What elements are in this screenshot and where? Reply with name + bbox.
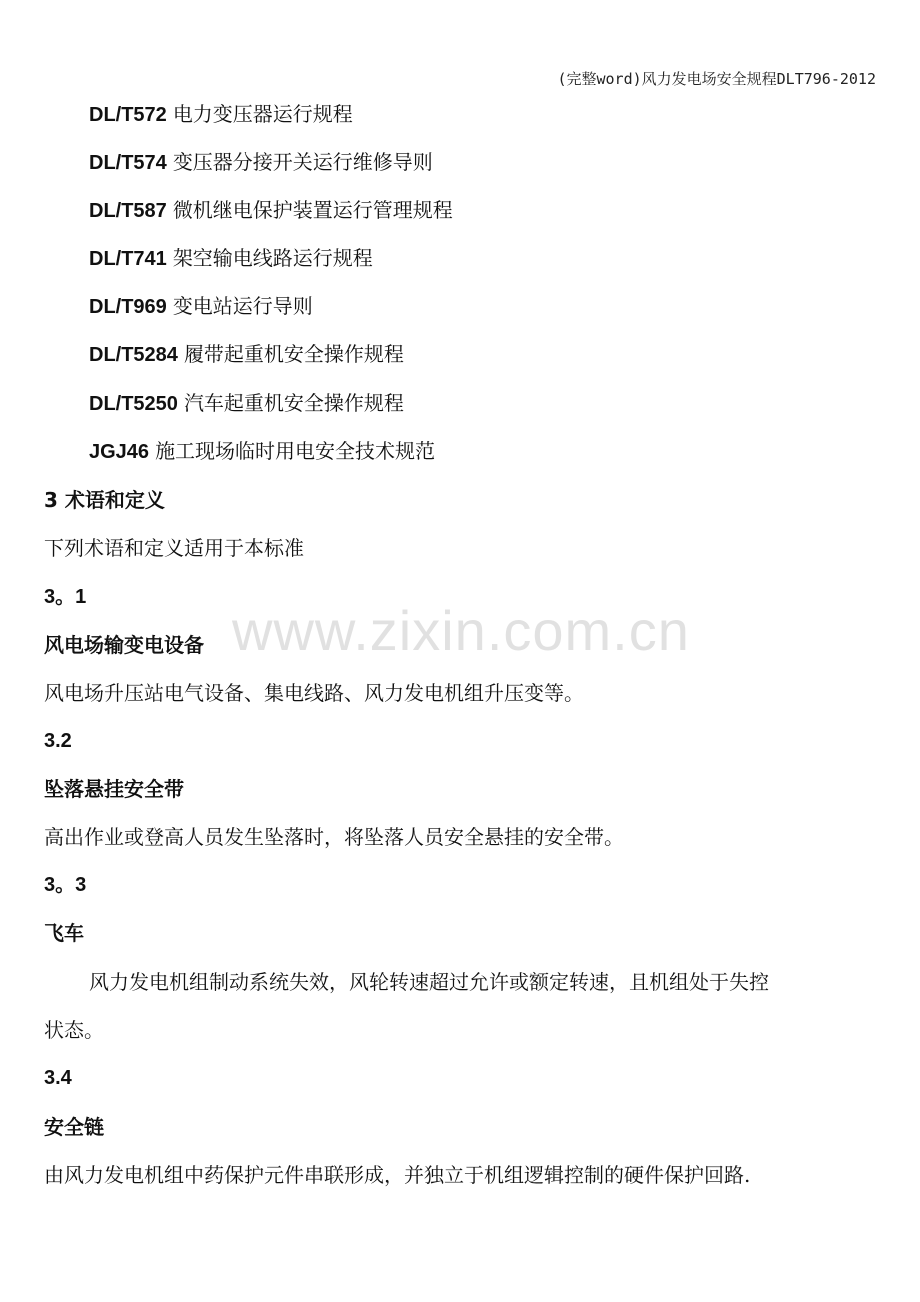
standard-code: DL/T574: [89, 152, 167, 174]
standard-title: 微机继电保护装置运行管理规程: [172, 198, 453, 222]
standard-code: JGJ46: [89, 441, 150, 463]
term-name: 风电场输变电设备: [44, 633, 204, 657]
standard-code: DL/T5250: [89, 393, 178, 415]
standard-title: 变压器分接开关运行维修导则: [172, 150, 433, 174]
term-name: 安全链: [44, 1115, 104, 1139]
term-number: 3.4: [44, 1067, 72, 1089]
section-intro: 下列术语和定义适用于本标准: [44, 536, 304, 560]
term-definition: 由风力发电机组中药保护元件串联形成，并独立于机组逻辑控制的硬件保护回路.: [44, 1163, 751, 1187]
standard-title: 履带起重机安全操作规程: [183, 342, 404, 366]
section-heading: 3 术语和定义: [44, 488, 165, 512]
term-number: 3。3: [44, 874, 87, 896]
standard-item: [89, 246, 373, 271]
standard-item: [89, 439, 435, 464]
watermark: www.zixin.com.cn: [232, 599, 690, 662]
standard-title: 架空输电线路运行规程: [172, 246, 373, 270]
standard-item: [89, 102, 353, 127]
standard-item: [89, 342, 404, 367]
term-definition: 风电场升压站电气设备、集电线路、风力发电机组升压变等。: [44, 681, 584, 705]
standard-title: 变电站运行导则: [172, 294, 313, 318]
term-number: 3。1: [44, 586, 87, 608]
standard-code: DL/T5284: [89, 344, 178, 366]
standard-title: 汽车起重机安全操作规程: [183, 391, 404, 415]
standard-code: DL/T572: [89, 104, 167, 126]
term-name: 坠落悬挂安全带: [44, 777, 184, 801]
term-definition-continued: 状态。: [44, 1018, 104, 1042]
standard-item: [89, 150, 433, 175]
standard-code: DL/T969: [89, 296, 167, 318]
term-number: 3.2: [44, 730, 72, 752]
term-definition: 风力发电机组制动系统失效，风轮转速超过允许或额定转速，且机组处于失控: [89, 970, 769, 994]
standard-code: DL/T741: [89, 248, 167, 270]
standard-title: 电力变压器运行规程: [172, 102, 353, 126]
term-name: 飞车: [44, 921, 84, 945]
standard-item: [89, 294, 313, 319]
term-definition: 高出作业或登高人员发生坠落时，将坠落人员安全悬挂的安全带。: [44, 825, 624, 849]
standard-item: [89, 391, 404, 416]
standard-item: [89, 198, 453, 223]
standard-title: 施工现场临时用电安全技术规范: [155, 439, 436, 463]
page-header: (完整word)风力发电场安全规程DLT796-2012: [557, 70, 876, 88]
standard-code: DL/T587: [89, 200, 167, 222]
